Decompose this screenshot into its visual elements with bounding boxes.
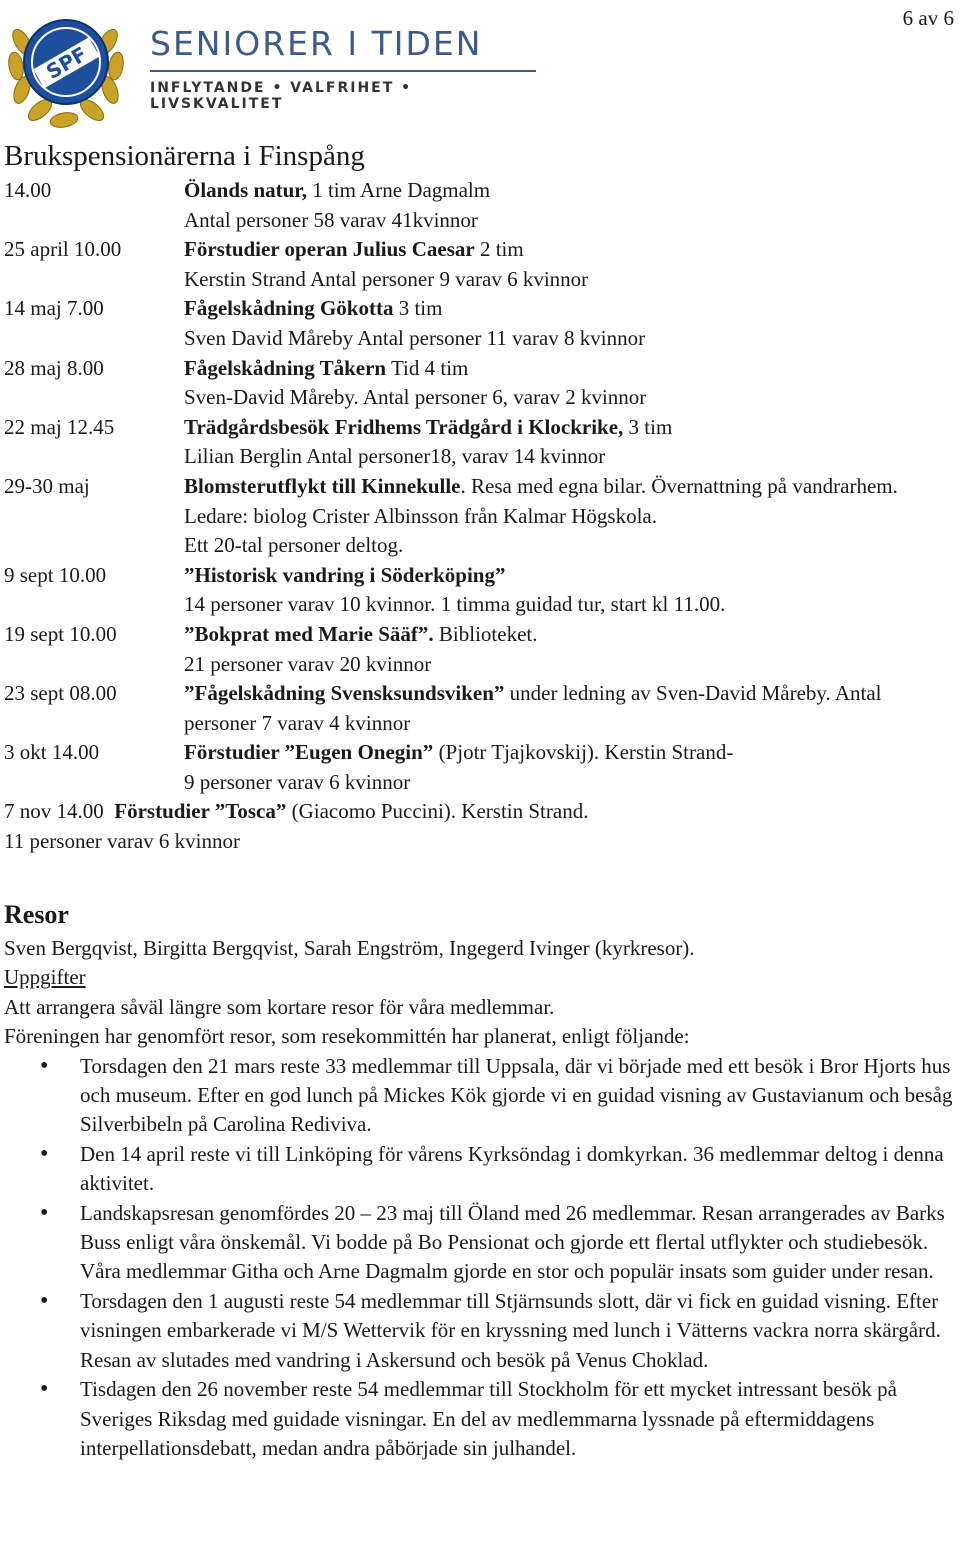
event-title: Förstudier ”Eugen Onegin”	[184, 740, 434, 765]
logo-title: SENIORER I TIDEN	[150, 24, 483, 63]
event-details: (Pjotr Tjajkovskij). Kerstin Strand-	[433, 740, 734, 765]
event-item	[4, 294, 954, 353]
event-item-last	[4, 797, 954, 856]
event-item	[4, 176, 954, 235]
event-details: 3 tim	[393, 296, 443, 321]
trip-item: • Landskapsresan genomfördes 20 – 23 maj till Öland med 26 medlemmar. Resan arrangerades av Barks Buss enligt våra önskemål. Vi bodde på Bo Pensionat och gjorde ett flertal utflykter och studiebesök. Våra medlemmar Githa och Arne Dagmalm gjorde en stor och populär insats som guider under resan.	[4, 1199, 954, 1287]
event-date: 28 maj 8.00	[4, 355, 104, 380]
event-item	[4, 235, 954, 294]
event-date: 22 maj 12.45	[4, 414, 115, 439]
event-details: 1 tim Arne Dagmalm	[306, 178, 491, 202]
event-details: . Resa med egna bilar. Övernattning på vandrarhem. Ledare: biolog Crister Albinsson från Kalmar Högskola.	[184, 473, 898, 528]
event-title: Förstudier ”Tosca”	[114, 799, 287, 824]
event-date: 14.00	[4, 178, 52, 202]
event-details: Biblioteket.	[433, 621, 538, 646]
event-attendance: 9 personer varav 6 kvinnor	[184, 769, 411, 794]
trip-item: • Tisdagen den 26 november reste 54 medlemmar till Stockholm för ett mycket intressant besök på Sveriges Riksdag med guidade visningar. En del av medlemmarna lyssnade på eftermiddagens interpellationsdebatt, medan andra påbörjade sin julhandel.	[4, 1375, 954, 1463]
event-date: 29-30 maj	[4, 473, 90, 498]
task-text: Att arrangera såväl längre som kortare resor för våra medlemmar.	[4, 994, 555, 1019]
event-item	[4, 679, 954, 738]
logo-badge-text: SPF	[41, 41, 92, 84]
event-list	[4, 176, 954, 857]
event-title: Fågelskådning Gökotta	[184, 296, 394, 321]
page-number: 6 av 6	[902, 6, 954, 30]
event-item	[4, 738, 954, 797]
event-attendance: Sven-David Måreby. Antal personer 6, varav 2 kvinnor	[184, 385, 647, 410]
event-item	[4, 561, 954, 620]
trips-intro: Föreningen har genomfört resor, som resekommittén har planerat, enligt följande:	[4, 1024, 690, 1049]
event-title: ”Historisk vandring i Söderköping”	[184, 562, 506, 587]
logo-divider	[150, 70, 536, 72]
event-title: Förstudier operan Julius Caesar	[184, 237, 475, 262]
spf-logo	[4, 2, 544, 134]
event-item	[4, 472, 954, 561]
event-title: Blomsterutflykt till Kinnekulle	[184, 473, 461, 498]
event-item	[4, 354, 954, 413]
event-item	[4, 620, 954, 679]
event-details: (Giacomo Puccini). Kerstin Strand.	[286, 799, 589, 824]
event-attendance: Lilian Berglin Antal personer18, varav 14 kvinnor	[184, 444, 606, 469]
event-date: 7 nov 14.00	[4, 799, 104, 824]
event-date: 23 sept 08.00	[4, 681, 117, 706]
event-attendance: Ett 20-tal personer deltog.	[184, 533, 404, 558]
event-attendance: 14 personer varav 10 kvinnor. 1 timma guidad tur, start kl 11.00.	[184, 592, 726, 617]
task-heading: Uppgifter	[4, 965, 86, 990]
logo-tagline: INFLYTANDE • VALFRIHET • LIVSKVALITET	[150, 80, 413, 112]
event-attendance: Kerstin Strand Antal personer 9 varav 6 kvinnor	[184, 266, 589, 291]
event-details: Tid 4 tim	[386, 355, 469, 380]
event-title: ”Fågelskådning Svensksundsviken”	[184, 681, 505, 706]
event-date: 9 sept 10.00	[4, 562, 107, 587]
trip-list	[4, 1052, 954, 1464]
event-title: Fågelskådning Tåkern	[184, 355, 387, 380]
event-item	[4, 413, 954, 472]
event-date: 14 maj 7.00	[4, 296, 104, 321]
trip-item: • Torsdagen den 1 augusti reste 54 medlemmar till Stjärnsunds slott, där vi fick en guidad visning. Efter visningen embarkerade vi M/S Wettervik för en kryssning med lunch i Vätterns vackra norra skärgård. Resan av slutades med vandring i Askersund och besök på Venus Choklad.	[4, 1287, 954, 1375]
event-date: 3 okt 14.00	[4, 740, 100, 765]
event-date: 19 sept 10.00	[4, 621, 117, 646]
event-details: 2 tim	[474, 237, 524, 262]
event-title: Ölands natur,	[184, 178, 307, 202]
event-attendance: Antal personer 58 varav 41kvinnor	[184, 207, 478, 232]
section-title: Brukspensionärerna i Finspång	[4, 140, 365, 172]
event-title: ”Bokprat med Marie Sääf”.	[184, 621, 434, 646]
event-attendance: Sven David Måreby Antal personer 11 varav 8 kvinnor	[184, 325, 646, 350]
event-details: 3 tim	[623, 414, 673, 439]
event-details: under ledning av Sven-David Måreby. Antal personer 7 varav 4 kvinnor	[184, 681, 882, 735]
event-date: 25 april 10.00	[4, 237, 122, 262]
resor-section	[4, 934, 954, 1463]
committee-members: Sven Bergqvist, Birgitta Bergqvist, Sarah Engström, Ingegerd Ivinger (kyrkresor).	[4, 936, 695, 960]
event-attendance: 21 personer varav 20 kvinnor	[184, 651, 432, 676]
resor-heading: Resor	[4, 900, 69, 929]
trip-item: • Den 14 april reste vi till Linköping för vårens Kyrksöndag i domkyrkan. 36 medlemmar deltog i denna aktivitet.	[4, 1140, 954, 1199]
event-title: Trädgårdsbesök Fridhems Trädgård i Klockrike,	[184, 414, 624, 439]
trip-item: • Torsdagen den 21 mars reste 33 medlemmar till Uppsala, där vi började med ett besök i Bror Hjorts hus och museum. Efter en god lunch på Mickes Kök gjorde vi en guidad visning av Gustavianum och besåg Silverbibeln på Carolina Rediviva.	[4, 1052, 954, 1140]
event-attendance: 11 personer varav 6 kvinnor	[4, 829, 240, 854]
laurel-badge-icon	[4, 2, 144, 134]
